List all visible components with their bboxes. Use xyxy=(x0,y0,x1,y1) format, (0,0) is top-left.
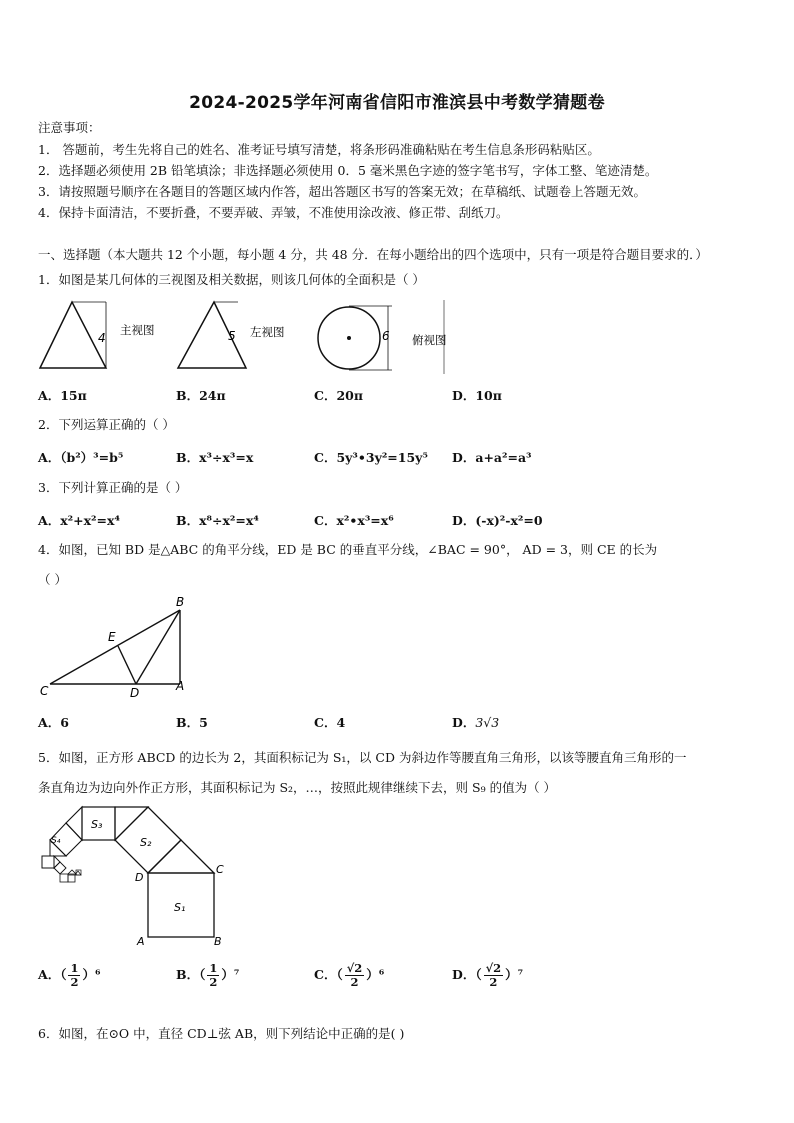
q1-option-c[interactable]: C．20π xyxy=(314,388,363,403)
q1-option-b[interactable]: B．24π xyxy=(176,388,226,403)
q5-label-b: B xyxy=(214,935,222,948)
q2-stem: 2．下列运算正确的（ ） xyxy=(38,417,175,432)
left-view-triangle xyxy=(178,302,246,368)
q4-label-a: A xyxy=(176,679,185,693)
q5-label-c: C xyxy=(216,863,224,876)
q5-label-s4: S₄ xyxy=(51,836,61,846)
q3-stem: 3．下列计算正确的是（ ） xyxy=(38,480,188,495)
notice-item-4: 4．保持卡面清洁，不要折叠，不要弄破、弄皱，不准使用涂改液、修正带、刮纸刀。 xyxy=(38,205,509,220)
q4-option-d-value: 3√3 xyxy=(475,715,500,730)
notice-item-3: 3．请按照题号顺序在各题目的答题区域内作答，超出答题区书写的答案无效；在草稿纸、试题卷上答题无效。 xyxy=(38,184,646,199)
notice-heading: 注意事项： xyxy=(38,120,101,135)
page-title: 2024-2025学年河南省信阳市淮滨县中考数学猜题卷 xyxy=(189,93,605,113)
q4-option-c[interactable]: C．4 xyxy=(314,715,346,730)
q5-option-b[interactable]: B．（ $\frac{1}{2}$ ）⁷ xyxy=(176,961,240,989)
q2-option-a[interactable]: A．（b²）³=b⁵ xyxy=(38,450,124,465)
q5-squares-figure xyxy=(36,803,236,949)
notice-item-1: 1． 答题前，考生先将自己的姓名、准考证号填写清楚，将条形码准确粘贴在考生信息条形码粘贴区。 xyxy=(38,142,600,157)
q4-option-a[interactable]: A．6 xyxy=(38,715,69,730)
q3-option-c[interactable]: C．x²•x³=x⁶ xyxy=(314,513,394,528)
left-dim-label: 5 xyxy=(228,329,236,343)
q1-stem: 1．如图是某几何体的三视图及相关数据，则该几何体的全面积是（ ） xyxy=(38,272,425,287)
top-view-label: 俯视图 xyxy=(412,333,447,347)
q1-option-d[interactable]: D．10π xyxy=(452,388,502,403)
q4-label-b: B xyxy=(176,595,185,609)
q5-label-d: D xyxy=(135,871,144,884)
q5-option-a[interactable]: A．（ $\frac{1}{2}$ ）⁶ xyxy=(38,961,101,989)
top-dim-label: 6 xyxy=(382,329,390,343)
front-view-triangle xyxy=(40,302,106,368)
q5-stem-line2: 条直角边为边向外作正方形，其面积标记为 S₂，…，按照此规律继续下去，则 S₉ 的值为（ ） xyxy=(38,780,557,795)
q4-stem: 4．如图，已知 BD 是△ABC 的角平分线，ED 是 BC 的垂直平分线，∠BAC = 90°， AD = 3，则 CE 的长为 xyxy=(38,542,658,557)
q2-option-c[interactable]: C．5y³•3y²=15y⁵ xyxy=(314,450,428,465)
q4-paren: （ ） xyxy=(38,572,67,587)
q4-label-c: C xyxy=(40,684,49,698)
q5-label-s1: S₁ xyxy=(174,901,186,914)
q5-label-s3: S₃ xyxy=(91,818,103,831)
q3-option-b[interactable]: B．x⁸÷x²=x⁴ xyxy=(176,513,259,528)
front-view-label: 主视图 xyxy=(120,323,155,337)
q3-option-d[interactable]: D．(-x)²-x²=0 xyxy=(452,513,543,528)
q4-option-d[interactable]: D．3√3 xyxy=(452,715,500,730)
q5-stem-line1: 5．如图，正方形 ABCD 的边长为 2，其面积标记为 S₁，以 CD 为斜边作等腰直角三角形，以该等腰直角三角形的一 xyxy=(38,750,687,765)
q4-option-b[interactable]: B．5 xyxy=(176,715,208,730)
left-view-label: 左视图 xyxy=(250,325,285,339)
q3-option-a[interactable]: A．x²+x²=x⁴ xyxy=(38,513,120,528)
q2-option-d[interactable]: D．a+a²=a³ xyxy=(452,450,532,465)
q5-label-s2: S₂ xyxy=(140,836,152,849)
q4-label-e: E xyxy=(108,630,116,644)
q2-option-b[interactable]: B．x³÷x³=x xyxy=(176,450,254,465)
q1-option-a[interactable]: A．15π xyxy=(38,388,87,403)
front-dim-label: 4 xyxy=(98,331,106,345)
section-heading: 一、选择题（本大题共 12 个小题，每小题 4 分，共 48 分．在每小题给出的四个选项中，只有一项是符合题目要求的．） xyxy=(38,247,708,262)
q6-stem: 6．如图，在⊙O 中，直径 CD⊥弦 AB，则下列结论中正确的是( ) xyxy=(38,1026,405,1041)
notice-item-2: 2．选择题必须使用 2B 铅笔填涂；非选择题必须使用 0．5 毫米黑色字迹的签字笔书写，字体工整、笔迹清楚。 xyxy=(38,163,658,178)
q5-label-a: A xyxy=(137,935,145,948)
q4-triangle-figure xyxy=(36,594,206,698)
q1-three-views-figure xyxy=(36,296,456,378)
q4-label-d: D xyxy=(130,686,140,698)
q5-option-c[interactable]: C．（ $\frac{√2}{2}$ ）⁶ xyxy=(314,961,385,989)
q5-option-d[interactable]: D．（ $\frac{√2}{2}$ ）⁷ xyxy=(452,961,524,989)
